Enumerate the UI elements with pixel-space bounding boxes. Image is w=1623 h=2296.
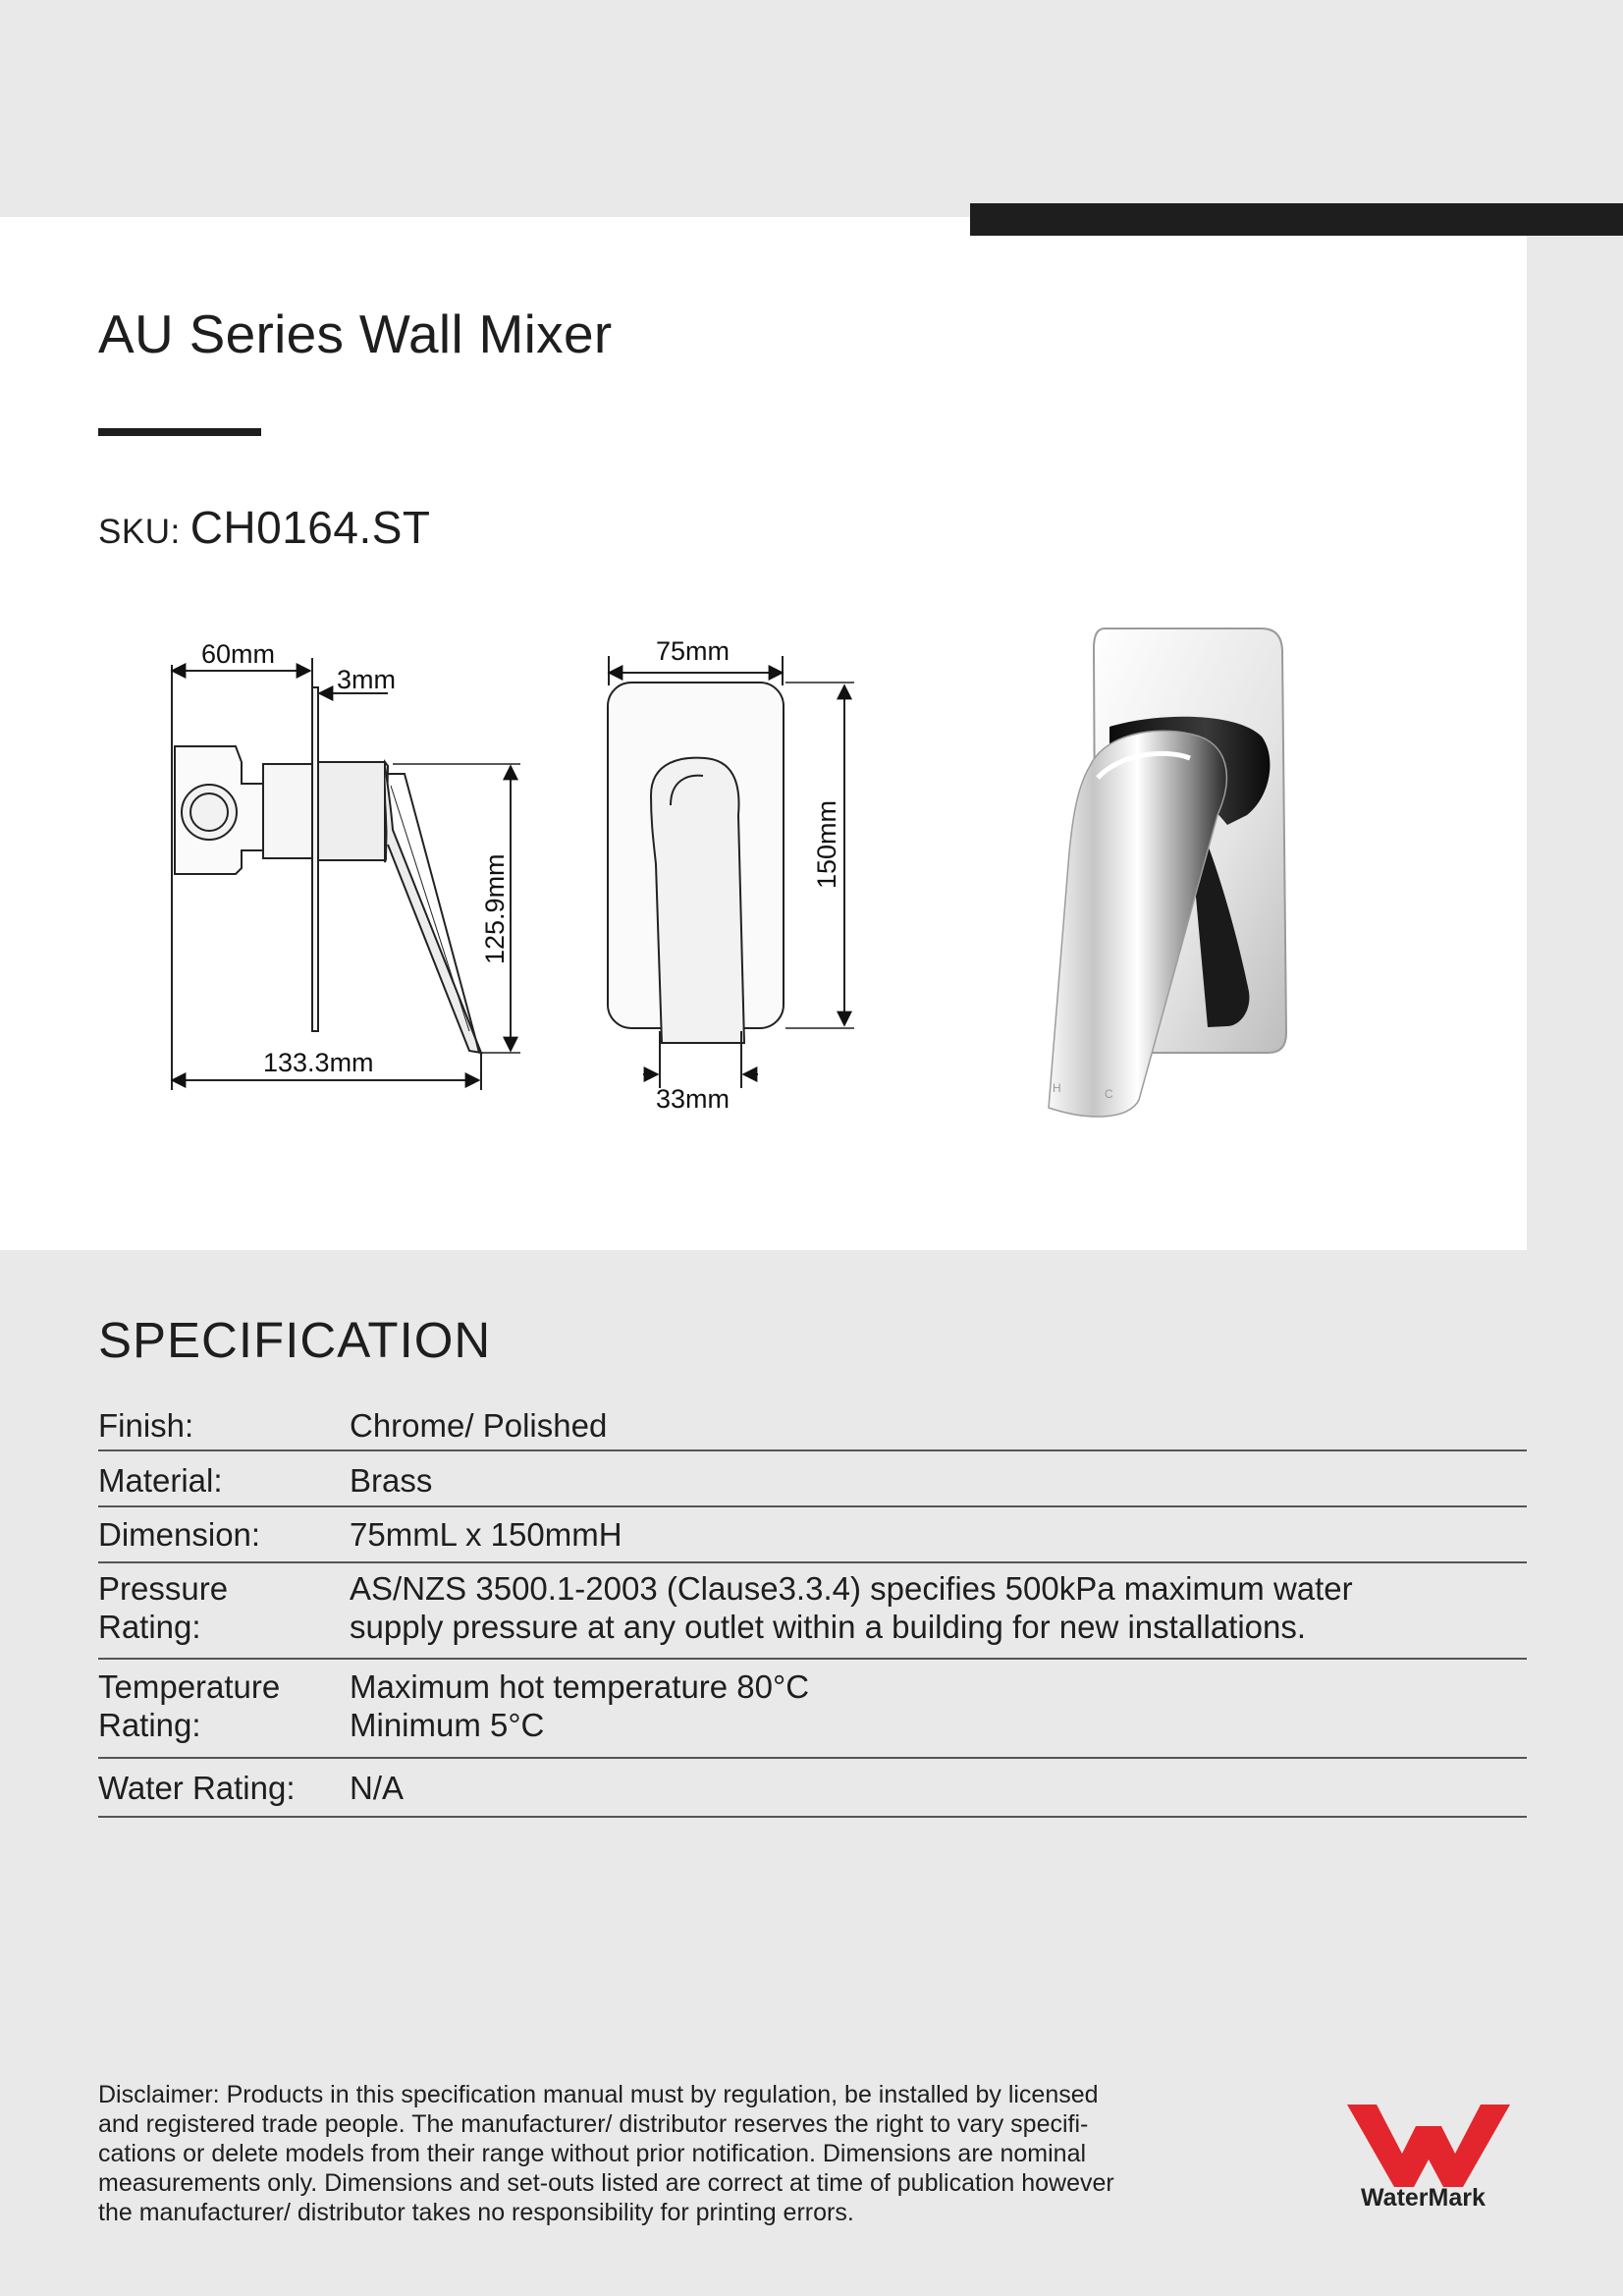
disclaimer-line: cations or delete models from their range without prior notification. Dimensions are nominal	[98, 2140, 1087, 2167]
dim-front-height: 150mm	[812, 799, 841, 889]
spec-label	[98, 1569, 350, 1658]
spec-row-dimension	[98, 1507, 1527, 1563]
spec-value	[350, 1569, 1527, 1658]
spec-label	[98, 1667, 350, 1757]
disclaimer-line: and registered trade people. The manufacturer/ distributor reserves the right to vary specifi-	[98, 2110, 1089, 2138]
svg-text:C: C	[1105, 1087, 1113, 1101]
product-photo	[1049, 629, 1286, 1117]
disclaimer-line: the manufacturer/ distributor takes no responsibility for printing errors.	[98, 2199, 854, 2226]
dim-side-height: 125.9mm	[480, 853, 510, 964]
dim-depth: 60mm	[201, 639, 276, 669]
specification-heading: SPECIFICATION	[98, 1312, 492, 1368]
sku-value: CH0164.ST	[189, 502, 431, 553]
svg-text:H: H	[1053, 1081, 1061, 1095]
spec-value: 75mmL x 150mmH	[350, 1516, 622, 1553]
spec-value-line: Minimum 5°C	[350, 1707, 545, 1743]
dim-plate: 3mm	[337, 665, 396, 694]
watermark-mark-shape	[1347, 2105, 1510, 2187]
side-view-drawing	[172, 658, 520, 1090]
disclaimer-line: measurements only. Dimensions and set-outs listed are correct at time of publication however	[98, 2169, 1114, 2197]
spec-value	[350, 1667, 1527, 1757]
dim-handle-width: 33mm	[656, 1084, 730, 1114]
dim-front-width: 75mm	[656, 636, 730, 666]
spec-row-temperature-rating	[98, 1660, 1527, 1759]
watermark-logo-text: WaterMark	[1361, 2184, 1486, 2212]
spec-value: Brass	[350, 1462, 433, 1499]
spec-row-material	[98, 1451, 1527, 1507]
spec-label: Water Rating:	[98, 1770, 296, 1806]
spec-row-finish	[98, 1398, 1527, 1451]
specification-table	[98, 1398, 1527, 1818]
spec-label-line: Temperature	[98, 1668, 281, 1705]
spec-label: Material:	[98, 1462, 223, 1499]
disclaimer	[98, 2080, 1178, 2227]
dim-length: 133.3mm	[263, 1048, 374, 1077]
spec-value-line: supply pressure at any outlet within a building for new installations.	[350, 1609, 1307, 1645]
sku-label: SKU:	[98, 513, 181, 551]
spec-label: Dimension:	[98, 1516, 261, 1553]
spec-row-pressure-rating	[98, 1563, 1527, 1660]
spec-label-line: Rating:	[98, 1609, 201, 1645]
disclaimer-line: Disclaimer: Products in this specification manual must by regulation, be installed by licensed	[98, 2081, 1099, 2108]
spec-value-line: Maximum hot temperature 80°C	[350, 1668, 810, 1705]
spec-label-line: Rating:	[98, 1707, 201, 1743]
spec-value: Chrome/ Polished	[350, 1407, 608, 1444]
spec-value-line: AS/NZS 3500.1-2003 (Clause3.3.4) specifies 500kPa maximum water	[350, 1570, 1353, 1607]
product-title: AU Series Wall Mixer	[98, 303, 613, 364]
spec-row-water-rating	[98, 1759, 1527, 1818]
spec-label: Finish:	[98, 1407, 194, 1444]
spec-label-line: Pressure	[98, 1570, 229, 1607]
spec-value: N/A	[350, 1770, 405, 1806]
